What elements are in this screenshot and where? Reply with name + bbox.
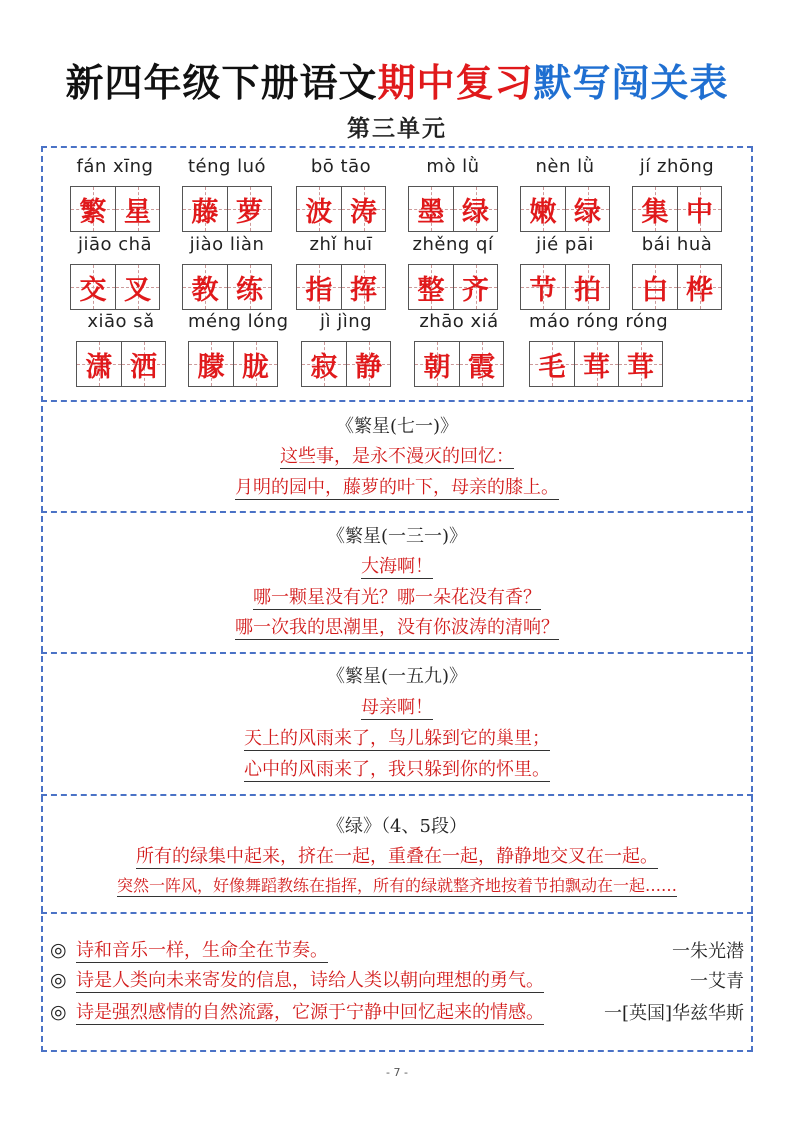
quote-text: 诗是人类向未来寄发的信息，诗给人类以朝向理想的勇气。 bbox=[76, 966, 544, 993]
vocab-word bbox=[296, 156, 386, 232]
vocab-char: 霞 bbox=[468, 351, 495, 383]
title-part-3: 默写闯关表 bbox=[533, 61, 729, 105]
vocab-pinyin: bō tāo bbox=[310, 156, 372, 177]
section-divider bbox=[41, 400, 753, 402]
section-divider bbox=[41, 794, 753, 796]
vocab-word bbox=[70, 156, 160, 232]
vocab-char: 中 bbox=[686, 196, 713, 228]
poem-line-text: 月明的园中，藤萝的叶下，母亲的膝上。 bbox=[235, 477, 559, 498]
vocab-char: 绿 bbox=[574, 196, 601, 228]
vocab-char: 交 bbox=[79, 274, 107, 306]
bullet-icon: ◎ bbox=[50, 938, 67, 961]
vocab-word bbox=[408, 156, 498, 232]
vocab-word bbox=[414, 311, 504, 387]
vocab-word bbox=[632, 156, 722, 232]
vocab-char: 静 bbox=[355, 351, 382, 383]
vocab-word bbox=[301, 311, 391, 387]
vocab-pinyin: téng luó bbox=[187, 156, 267, 177]
vocab-word bbox=[520, 156, 610, 232]
vocab-pinyin: jiào liàn bbox=[189, 234, 265, 255]
vocab-char: 练 bbox=[236, 274, 263, 306]
section-divider bbox=[41, 511, 753, 513]
vocab-char: 藤 bbox=[191, 196, 219, 228]
vocab-char: 叉 bbox=[124, 274, 151, 306]
poem-line-text: 哪一次我的思潮里，没有你波涛的清响？ bbox=[235, 617, 559, 638]
vocab-char: 繁 bbox=[79, 196, 107, 228]
vocab-word bbox=[76, 311, 166, 387]
poem-title: 《繁星(七一)》 bbox=[335, 416, 459, 437]
poem-line bbox=[41, 442, 753, 468]
vocab-word bbox=[188, 311, 289, 387]
vocab-char: 墨 bbox=[417, 196, 445, 228]
vocab-char: 拍 bbox=[574, 274, 601, 306]
poem-line bbox=[41, 583, 753, 609]
quote-author: 一朱光潜 bbox=[672, 940, 744, 962]
poem-line bbox=[41, 613, 753, 639]
vocab-pinyin: zhāo xiá bbox=[419, 311, 499, 332]
vocab-word bbox=[632, 234, 722, 310]
poem-line-text: 所有的绿集中起来，挤在一起，重叠在一起，静静地交叉在一起。 bbox=[136, 846, 658, 867]
quote-row bbox=[50, 966, 744, 993]
vocab-char: 茸 bbox=[627, 351, 654, 383]
poem-title: 《繁星(一五九)》 bbox=[326, 666, 468, 687]
vocab-char: 教 bbox=[191, 274, 219, 306]
vocab-char: 朦 bbox=[197, 351, 225, 383]
vocab-char: 节 bbox=[529, 274, 557, 306]
vocab-pinyin: jì jìng bbox=[319, 311, 373, 332]
quote-row bbox=[50, 936, 744, 963]
section-divider bbox=[41, 912, 753, 914]
poem-line bbox=[41, 873, 753, 896]
vocab-char: 星 bbox=[124, 196, 151, 228]
vocab-char: 朝 bbox=[423, 351, 451, 383]
poem-line-text: 哪一颗星没有光？哪一朵花没有香？ bbox=[253, 587, 541, 608]
vocab-char: 指 bbox=[305, 274, 333, 306]
bullet-icon: ◎ bbox=[50, 968, 67, 991]
poem-line-text: 心中的风雨来了，我只躲到你的怀里。 bbox=[244, 759, 550, 780]
poem-line bbox=[41, 693, 753, 719]
quote-author: 一艾青 bbox=[690, 970, 744, 992]
quote-text: 诗是强烈感情的自然流露，它源于宁静中回忆起来的情感。 bbox=[76, 998, 544, 1025]
poem-line-text: 天上的风雨来了，鸟儿躲到它的巢里； bbox=[244, 728, 550, 749]
poem-line bbox=[41, 473, 753, 499]
title-part-2: 期中复习 bbox=[377, 61, 534, 105]
vocab-pinyin: bái huà bbox=[641, 234, 713, 255]
poem-line-text: 突然一阵风，好像舞蹈教练在指挥，所有的绿就整齐地按着节拍飘动在一起…… bbox=[116, 876, 677, 895]
vocab-char: 茸 bbox=[583, 351, 610, 383]
page-number: - 7 - bbox=[386, 1066, 408, 1079]
vocab-word bbox=[182, 156, 272, 232]
vocab-pinyin: jiāo chā bbox=[77, 234, 153, 255]
vocab-word bbox=[408, 234, 498, 310]
vocab-pinyin: máo róng róng bbox=[529, 311, 669, 332]
vocab-pinyin: nèn lǜ bbox=[535, 156, 595, 177]
quote-author: 一[英国]华兹华斯 bbox=[603, 1002, 744, 1024]
vocab-char: 涛 bbox=[350, 196, 377, 228]
vocab-pinyin: zhěng qí bbox=[412, 234, 494, 255]
vocab-pinyin: fán xīng bbox=[76, 156, 154, 177]
vocab-char: 集 bbox=[641, 196, 669, 228]
vocab-char: 萝 bbox=[236, 196, 263, 228]
vocab-char: 绿 bbox=[462, 196, 489, 228]
vocab-char: 洒 bbox=[130, 351, 157, 383]
poem-line bbox=[41, 724, 753, 750]
section-divider bbox=[41, 652, 753, 654]
vocab-word bbox=[182, 234, 272, 310]
poem-line-text: 母亲啊！ bbox=[361, 697, 433, 718]
vocab-char: 胧 bbox=[242, 351, 269, 383]
page-title bbox=[0, 52, 794, 107]
title-part-1: 新四年级下册语文 bbox=[65, 61, 378, 105]
vocab-word bbox=[70, 234, 160, 310]
poem-line-text: 大海啊！ bbox=[361, 556, 433, 577]
vocab-char: 齐 bbox=[462, 274, 489, 306]
unit-subtitle: 第三单元 bbox=[347, 115, 447, 142]
vocab-char: 毛 bbox=[538, 351, 566, 383]
vocab-char: 潇 bbox=[85, 351, 113, 383]
poem-line bbox=[41, 552, 753, 578]
vocab-word bbox=[529, 311, 669, 387]
quote-row bbox=[50, 998, 744, 1025]
vocab-pinyin: mò lǜ bbox=[426, 156, 480, 177]
poem-line bbox=[41, 842, 753, 868]
poem-line bbox=[41, 755, 753, 781]
poem-title: 《绿》（4、5段） bbox=[327, 816, 467, 837]
vocab-pinyin: xiāo sǎ bbox=[87, 311, 155, 332]
bullet-icon: ◎ bbox=[50, 1000, 67, 1023]
vocab-pinyin: zhǐ huī bbox=[309, 234, 373, 255]
poem-line-text: 这些事，是永不漫灭的回忆： bbox=[280, 446, 514, 467]
vocab-char: 挥 bbox=[350, 274, 377, 306]
vocab-pinyin: méng lóng bbox=[188, 311, 289, 332]
vocab-word bbox=[296, 234, 386, 310]
vocab-char: 嫩 bbox=[529, 196, 557, 228]
vocab-char: 白 bbox=[641, 274, 669, 306]
vocab-word bbox=[520, 234, 610, 310]
vocab-char: 寂 bbox=[310, 351, 338, 383]
vocab-pinyin: jié pāi bbox=[536, 234, 594, 255]
poem-title: 《繁星(一三一)》 bbox=[326, 526, 468, 547]
vocab-char: 桦 bbox=[686, 274, 713, 306]
vocab-pinyin: jí zhōng bbox=[639, 156, 715, 177]
vocab-char: 整 bbox=[417, 274, 445, 306]
vocab-char: 波 bbox=[305, 196, 333, 228]
quote-text: 诗和音乐一样，生命全在节奏。 bbox=[76, 936, 328, 963]
